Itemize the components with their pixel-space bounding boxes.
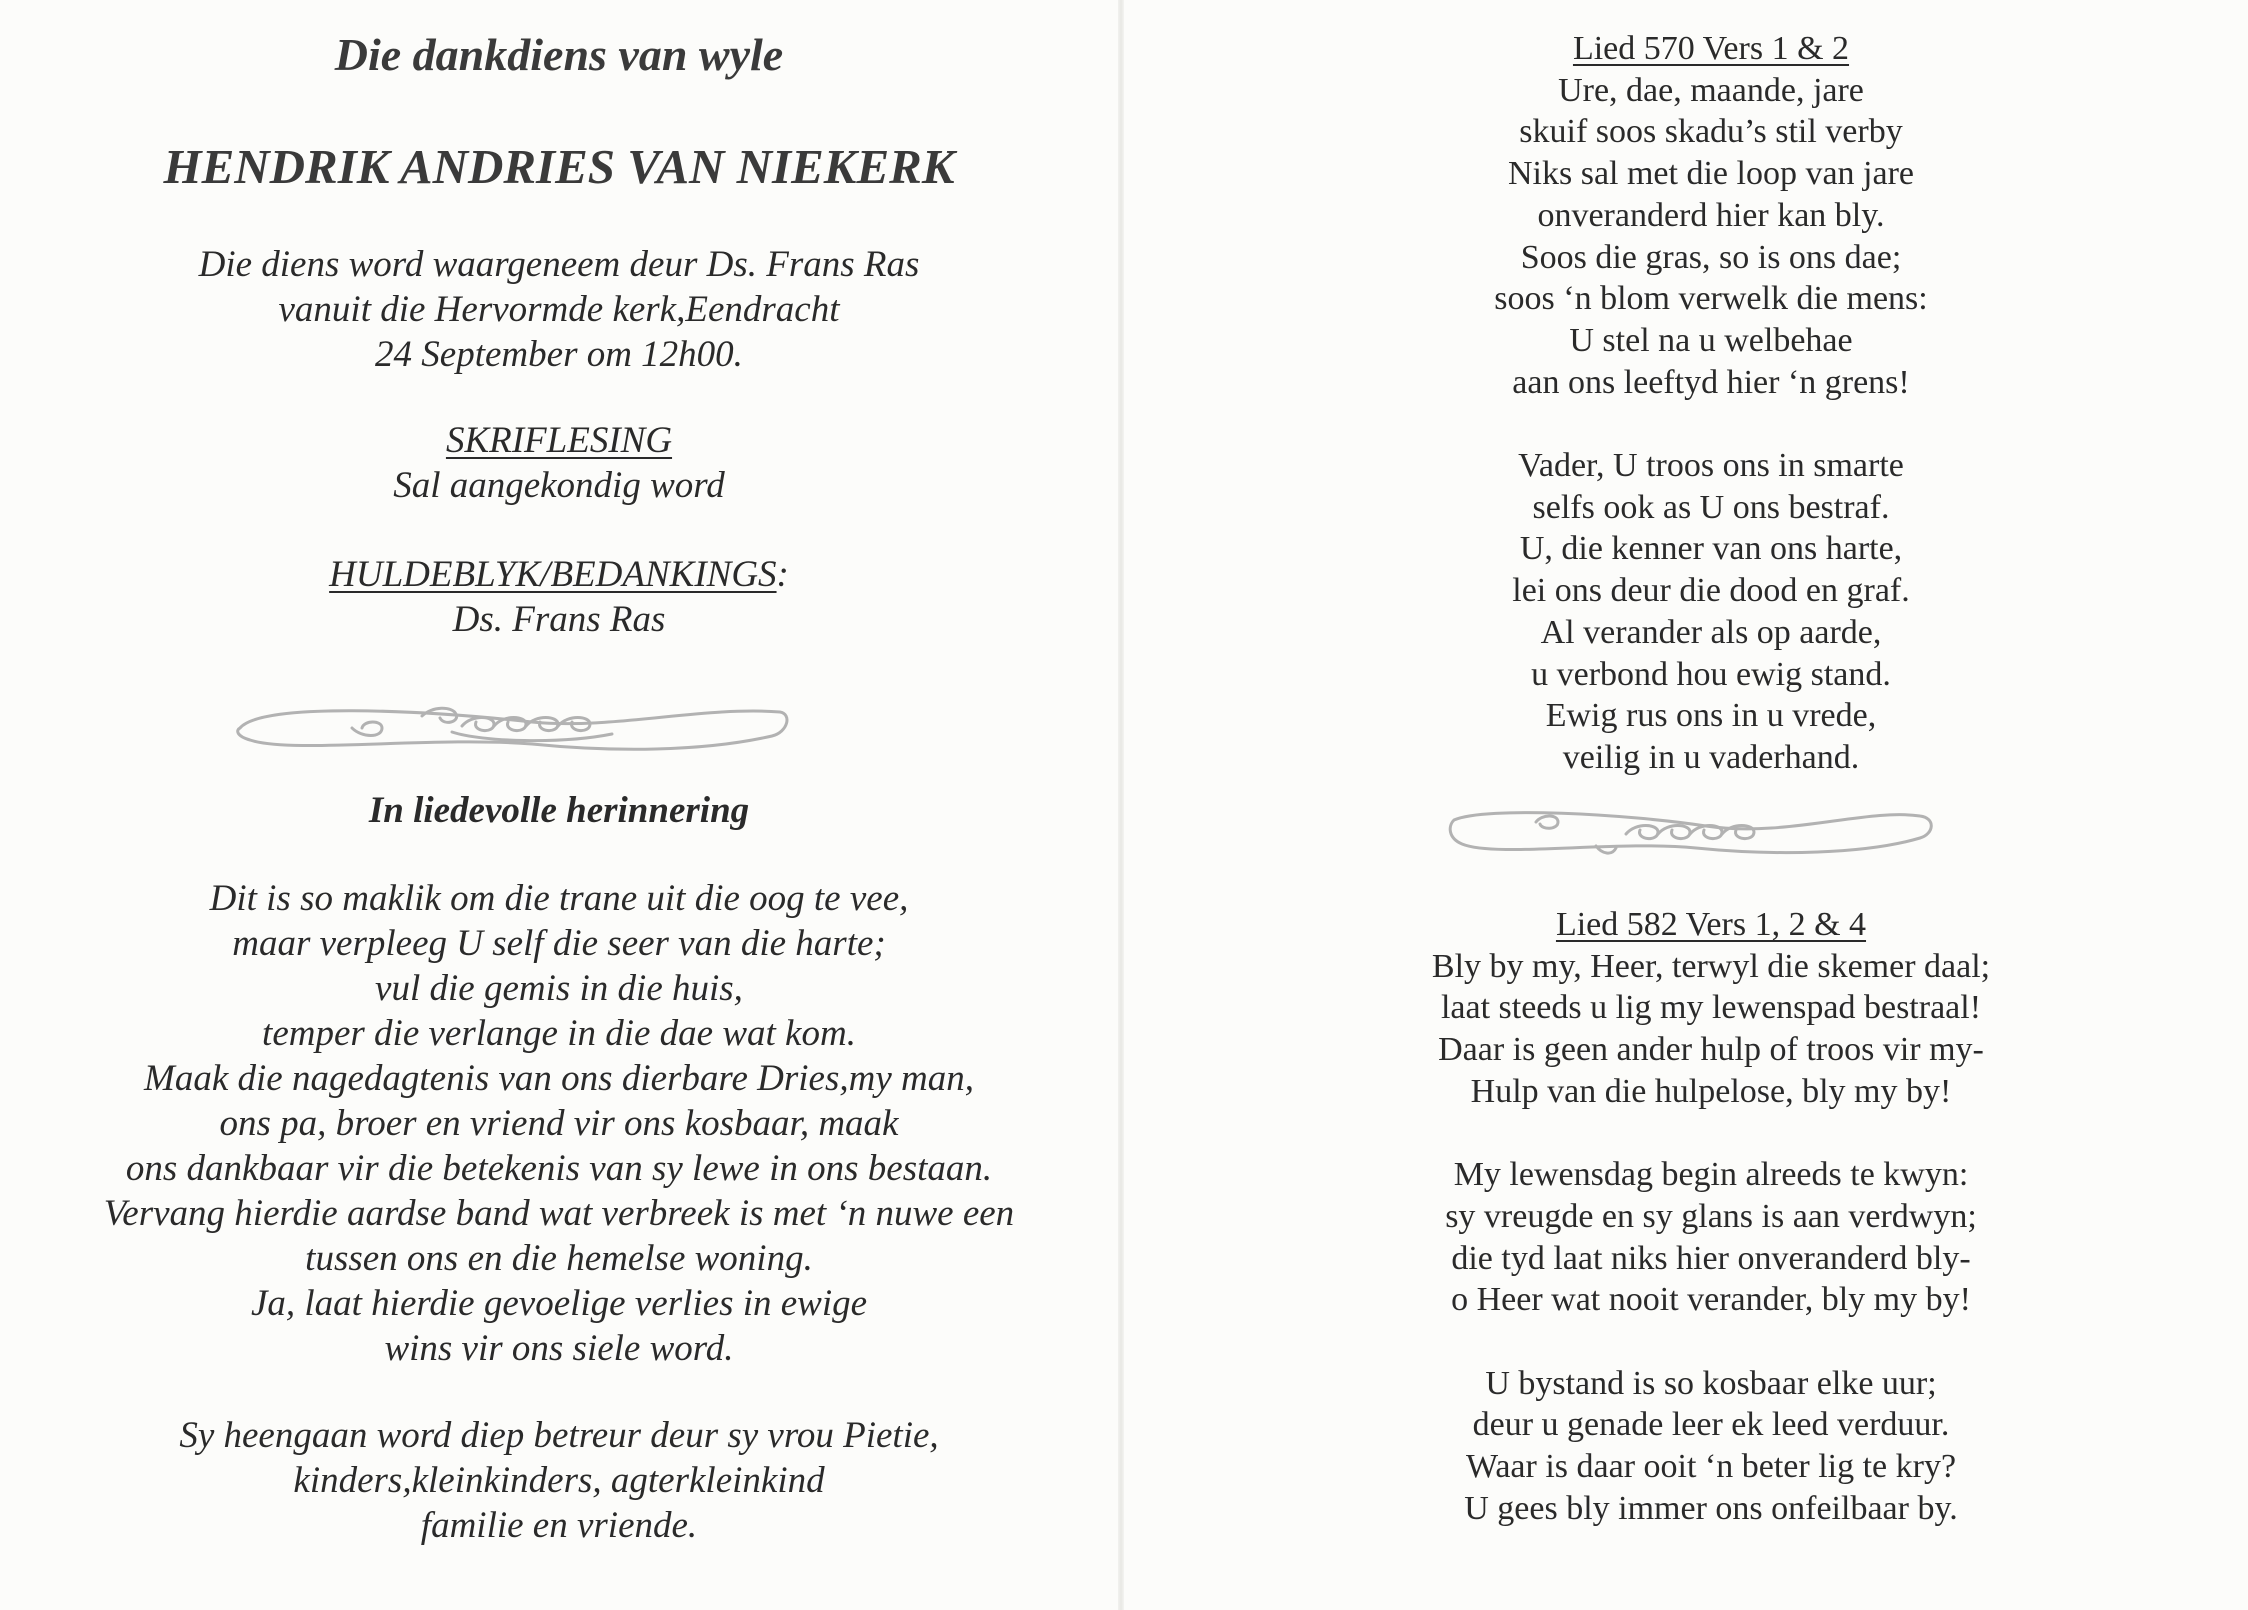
service-details: [0, 242, 1118, 377]
hymn-line: Ure, dae, maande, jare: [1558, 71, 1864, 109]
hymn-line: Niks sal met die loop van jare: [1507, 155, 1914, 193]
hymn-line: Hulp van die hulpelose, bly my by!: [1470, 1072, 1952, 1110]
poem-line: Dit is so maklik om die trane uit die oog te vee,: [209, 878, 909, 919]
hymn-line: deur u genade leer ek leed verduur.: [1472, 1406, 1950, 1444]
poem-line: Vervang hierdie aardse band wat verbreek is met ‘n nuwe een: [103, 1193, 1015, 1234]
hymn-line: u verbond hou ewig stand.: [1531, 655, 1891, 693]
verse-gap: [1174, 1321, 2248, 1363]
mourners-line: Sy heengaan word diep betreur deur sy vrou Pietie,: [179, 1415, 939, 1456]
scripture-reading-section: [0, 418, 1118, 508]
hymn-line: skuif soos skadu’s stil verby: [1519, 113, 1903, 151]
tribute-heading-line: [0, 552, 1118, 597]
poem-line: tussen ons en die hemelse woning.: [305, 1238, 813, 1279]
verse-gap: [1174, 1113, 2248, 1155]
tribute-text: Ds. Frans Ras: [452, 599, 666, 640]
hymn-line: Waar is daar ooit ‘n beter lig te kry?: [1465, 1448, 1957, 1486]
scripture-reading-heading: SKRIFLESING: [445, 420, 673, 461]
memory-poem: [0, 876, 1118, 1371]
deceased-name: HENDRIK ANDRIES VAN NIEKERK: [163, 139, 955, 194]
hymn-heading: Lied 582 Vers 1, 2 & 4: [1555, 906, 1867, 943]
verse-gap: [1174, 403, 2248, 445]
service-line: vanuit die Hervormde kerk,Eendracht: [278, 289, 840, 330]
hymn-line: U stel na u welbehae: [1569, 321, 1853, 359]
hymn-line: o Heer wat nooit verander, bly my by!: [1451, 1281, 1971, 1319]
hymn-line: Bly by my, Heer, terwyl die skemer daal;: [1431, 947, 1991, 985]
hymn-582: [1174, 904, 2248, 1530]
hymn-line: U bystand is so kosbaar elke uur;: [1485, 1364, 1937, 1402]
service-line: 24 September om 12h00.: [375, 334, 743, 375]
scripture-reading-text: Sal aangekondig word: [393, 465, 725, 506]
hymn-line: My lewensdag begin alreeds te kwyn:: [1453, 1156, 1969, 1194]
hymn-heading: Lied 570 Vers 1 & 2: [1572, 30, 1850, 67]
hymn-line: Ewig rus ons in u vrede,: [1545, 697, 1877, 735]
service-title: Die dankdiens van wyle: [334, 29, 784, 80]
scroll-flourish-icon: [232, 692, 792, 762]
hymn-line: sy vreugde en sy glans is aan verdwyn;: [1445, 1197, 1977, 1235]
hymn-line: U gees bly immer ons onfeilbaar by.: [1464, 1489, 1958, 1527]
hymn-line: soos ‘n blom verwelk die mens:: [1494, 280, 1928, 318]
poem-line: Ja, laat hierdie gevoelige verlies in ewige: [250, 1283, 868, 1324]
hymn-line: die tyd laat niks hier onveranderd bly-: [1451, 1239, 1971, 1277]
tribute-heading: HULDEBLYK/BEDANKINGS: [329, 554, 777, 595]
hymn-line: laat steeds u lig my lewenspad bestraal!: [1440, 989, 1982, 1027]
mourners-note: [0, 1413, 1118, 1548]
hymn-line: lei ons deur die dood en graf.: [1512, 572, 1910, 610]
hymn-line: Al verander als op aarde,: [1540, 613, 1882, 651]
hymn-line: aan ons leeftyd hier ‘n grens!: [1512, 363, 1910, 401]
poem-line: ons pa, broer en vriend vir ons kosbaar, maak: [219, 1103, 899, 1144]
hymn-line: onveranderd hier kan bly.: [1537, 196, 1885, 234]
hymn-line: Soos die gras, so is ons dae;: [1520, 238, 1902, 276]
tribute-heading-colon: :: [776, 554, 789, 595]
hymn-570: [1174, 28, 2248, 779]
poem-line: maar verpleeg U self die seer van die harte;: [232, 923, 886, 964]
poem-line: wins vir ons siele word.: [384, 1328, 734, 1369]
poem-line: temper die verlange in die dae wat kom.: [262, 1013, 856, 1054]
poem-line: ons dankbaar vir die betekenis van sy lewe in ons bestaan.: [125, 1148, 993, 1189]
hymn-line: U, die kenner van ons harte,: [1519, 530, 1903, 568]
poem-line: Maak die nagedagtenis van ons dierbare Dries,my man,: [144, 1058, 974, 1099]
poem-line: vul die gemis in die huis,: [375, 968, 743, 1009]
left-page: [0, 0, 1118, 1610]
hymn-line: veilig in u vaderhand.: [1562, 738, 1860, 776]
service-line: Die diens word waargeneem deur Ds. Frans Ras: [198, 244, 920, 285]
mourners-line: kinders,kleinkinders, agterkleinkind: [293, 1460, 825, 1501]
memory-heading: In liedevolle herinnering: [368, 790, 750, 831]
mourners-line: familie en vriende.: [420, 1505, 698, 1546]
tribute-section: [0, 552, 1118, 642]
hymn-line: Daar is geen ander hulp of troos vir my-: [1438, 1031, 1984, 1069]
hymn-line: Vader, U troos ons in smarte: [1518, 447, 1904, 485]
hymn-line: selfs ook as U ons bestraf.: [1532, 488, 1890, 526]
right-page: [1124, 0, 2248, 1610]
scroll-flourish-icon: [1446, 800, 1936, 870]
